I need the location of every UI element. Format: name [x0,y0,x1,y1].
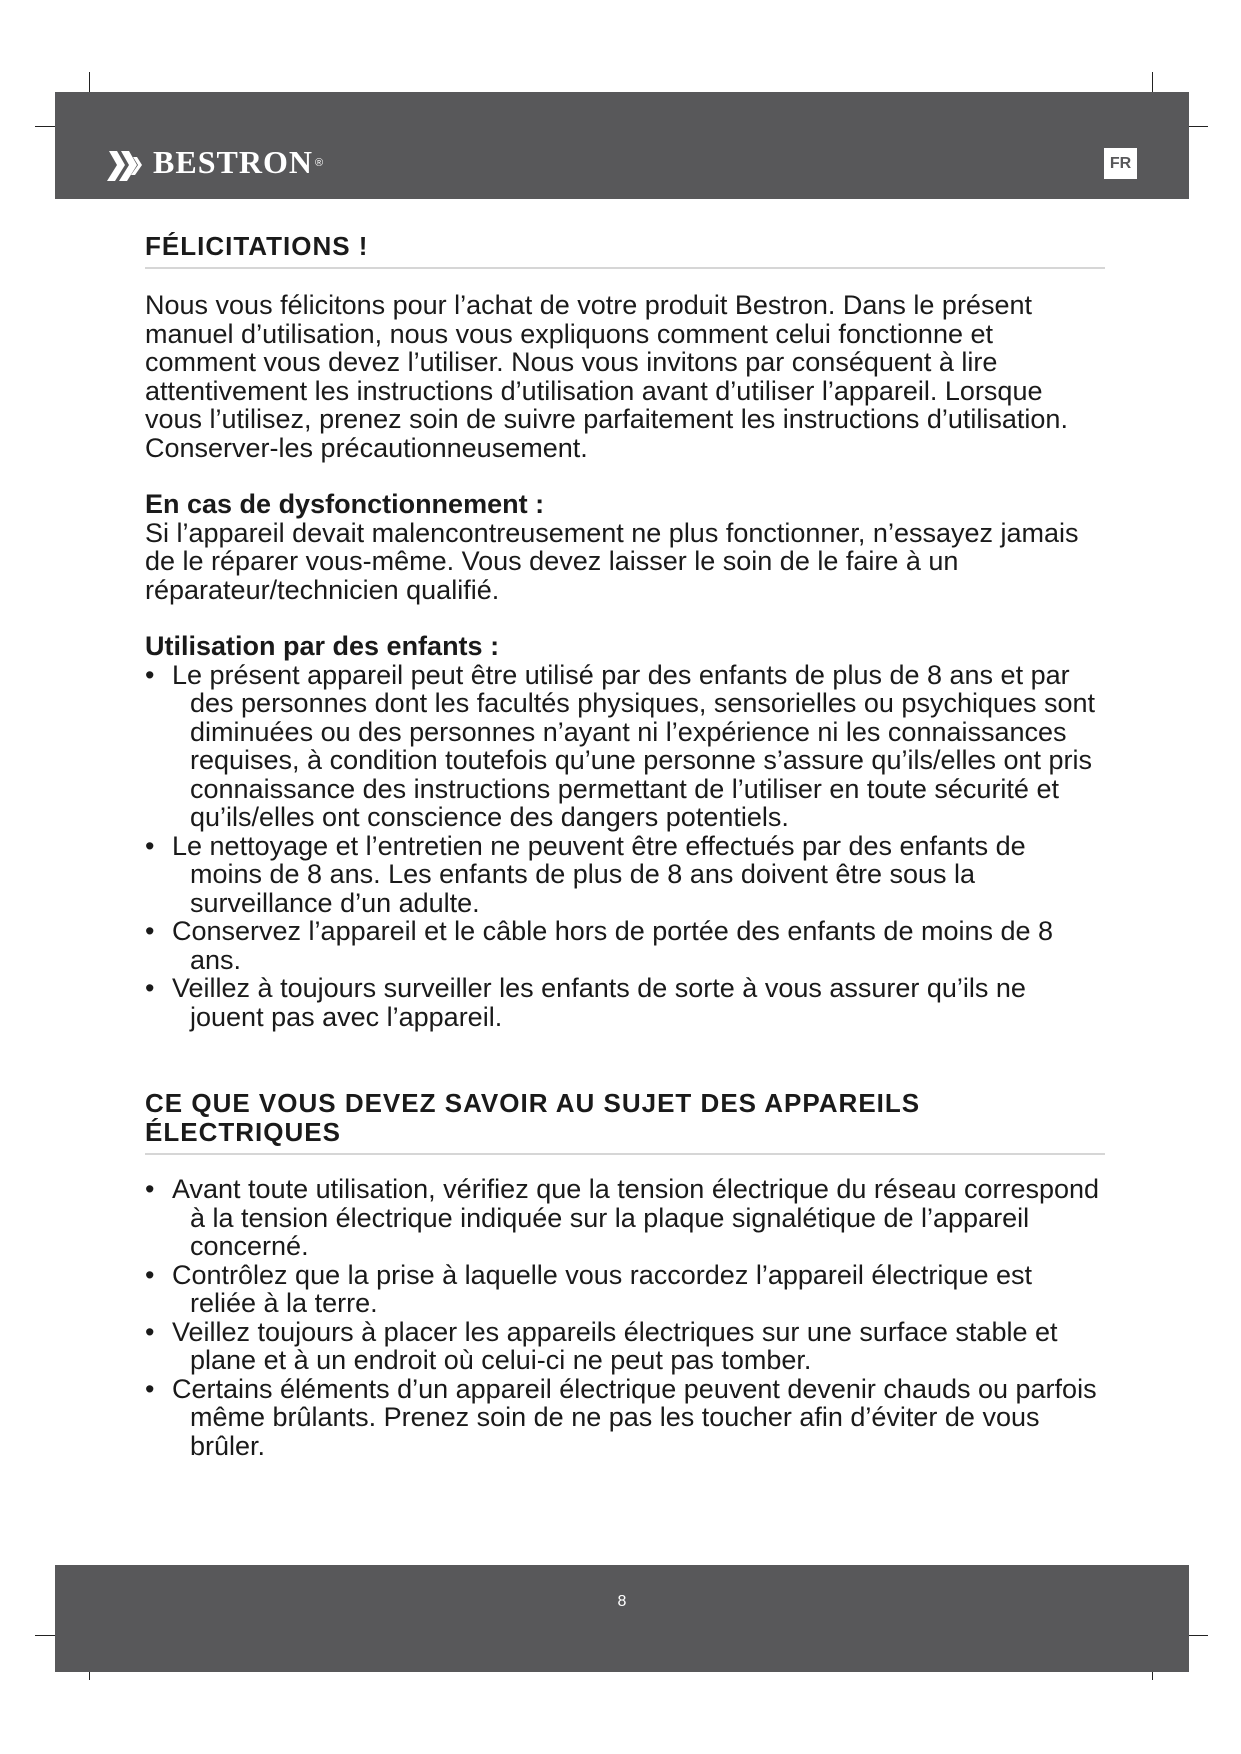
brand-logo [107,144,323,181]
intro-paragraph: Nous vous félicitons pour l’achat de votre produit Bestron. Dans le présent manuel d’utilisation, nous vous expliquons comment celui fonctionne et comment vous devez l’utiliser. Nous vous invitons par conséquent à lire attentivement les instructions d’utilisation avant d’utiliser l’appareil. Lorsque vous l’utilisez, prenez soin de suivre parfaitement les instructions d’utilisation. Conserver-les précautionneusement. [145,290,1068,463]
brand-chevron-icon [107,145,145,181]
list-item: • Le nettoyage et l’entretien ne peuvent être effectués par des enfants de moins de 8 ans. Les enfants de plus de 8 ans doivent être sous la surveillance d’un adulte. [145,830,1026,918]
children-heading: Utilisation par des enfants : [145,631,500,661]
registered-mark: ® [314,156,324,169]
section-title-felicitations: FÉLICITATIONS ! [145,232,1105,269]
electrical-list [145,1175,1105,1460]
page-footer [55,1565,1189,1672]
page-content [145,232,1105,1460]
language-badge: FR [1104,148,1137,179]
brand-name: BESTRON [153,144,313,180]
list-item: • Veillez à toujours surveiller les enfants de sorte à vous assurer qu’ils ne jouent pas avec l’appareil. [145,973,1026,1032]
list-item: • Veillez toujours à placer les appareils électriques sur une surface stable et plane et à un endroit où celui-ci ne peut pas tomber. [145,1316,1058,1375]
list-item: • Certains éléments d’un appareil électrique peuvent devenir chauds ou parfois même brûlants. Prenez soin de ne pas les toucher afin d’éviter de vous brûler. [145,1373,1097,1461]
page-number: 8 [617,1593,627,1610]
list-item: • Conservez l’appareil et le câble hors de portée des enfants de moins de 8 ans. [145,916,1054,975]
list-item: • Contrôlez que la prise à laquelle vous raccordez l’appareil électrique est reliée à la terre. [145,1259,1032,1318]
malfunction-heading: En cas de dysfonctionnement : [145,489,545,519]
list-item: • Le présent appareil peut être utilisé par des enfants de plus de 8 ans et par des personnes dont les facultés physiques, sensorielles ou psychiques sont diminuées ou des personnes n’ayant ni l’expérience ni les connaissances requises, à condition toutefois qu’une personne s’assure qu’ils/elles ont pris connaissance des instructions permettant de l’utiliser en toute sécurité et qu’ils/elles ont conscience des dangers potentiels. [145,659,1096,832]
section-title-appareils-electriques: CE QUE VOUS DEVEZ SAVOIR AU SUJET DES APPAREILS ÉLECTRIQUES [145,1089,1105,1155]
list-item: • Avant toute utilisation, vérifiez que la tension électrique du réseau correspond à la tension électrique indiquée sur la plaque signalétique de l’appareil concerné. [145,1174,1100,1261]
malfunction-paragraph: Si l’appareil devait malencontreusement ne plus fonctionner, n’essayez jamais de le réparer vous-même. Vous devez laisser le soin de le faire à un réparateur/technicien qualifié. [145,517,1079,605]
children-list [145,661,1105,1032]
page-header [55,92,1189,199]
